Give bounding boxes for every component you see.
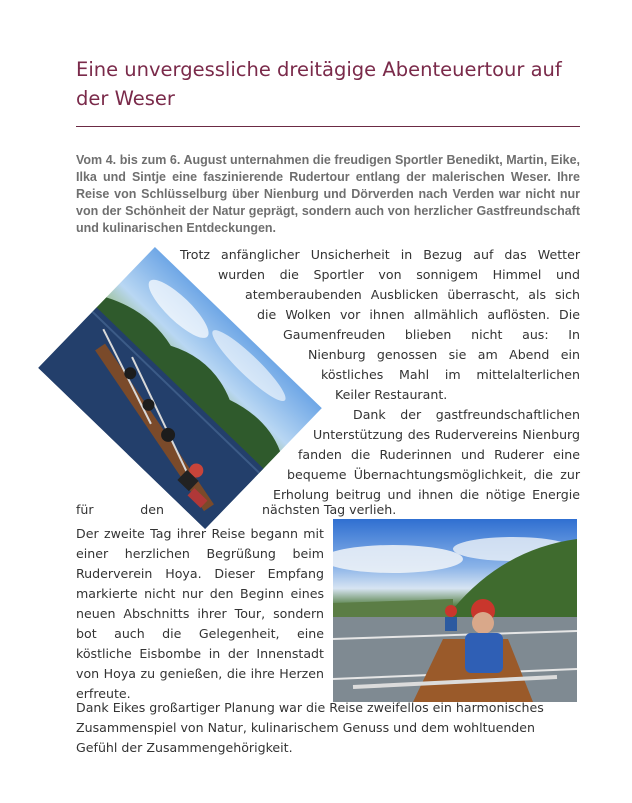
paragraph-1-line: Gaumenfreuden blieben nicht aus: In <box>283 327 580 342</box>
paragraph-2-line: Erholung beitrug und ihnen die nötige Energie <box>273 487 580 502</box>
paragraph-1-line: köstliches Mahl im mittelalterlichen <box>321 367 580 382</box>
paragraph-2-line: nächsten Tag verlieh. <box>262 502 397 517</box>
paragraph-2-line: für den <box>76 502 164 517</box>
paragraph-4: Dank Eikes großartiger Planung war die Reise zweifellos ein harmonisches Zusammenspiel von Natur, kulinarischem Genuss und dem wohltuenden Gefühl der Zusammengehörigkeit. <box>76 700 544 755</box>
rowing-boat-photo-2 <box>333 519 577 702</box>
paragraph-1-line: Nienburg genossen sie am Abend ein <box>308 347 580 362</box>
paragraph-2-line: Unterstützung des Rudervereins Nienburg <box>313 427 580 442</box>
paragraph-3: Der zweite Tag ihrer Reise begann mit einer herzlichen Begrüßung beim Ruderverein Hoya. Dieser Empfang markierte nicht nur den Beginn eines neuen Abschnitts ihrer Tour, sondern bot auch die Gelegenheit, eine köstliche Eisbombe in der Innenstadt von Hoya zu genießen, die ihre Herzen erfreute. <box>76 526 324 701</box>
paragraph-1-line: wurden die Sportler von sonnigem Himmel und <box>218 267 580 282</box>
paragraph-1-line: atemberaubenden Ausblicken überrascht, als sich <box>245 287 580 302</box>
article-title: Eine unvergessliche dreitägige Abenteuertour auf der Weser <box>76 58 562 110</box>
paragraph-1-line: Keiler Restaurant. <box>335 387 448 402</box>
paragraph-2-line: Dank der gastfreundschaftlichen <box>353 407 580 422</box>
title-divider <box>76 126 580 127</box>
paragraph-1-line: Trotz anfänglicher Unsicherheit in Bezug auf das Wetter <box>180 247 580 262</box>
paragraph-1-line: die Wolken vor ihnen allmählich auflösten. Die <box>257 307 580 322</box>
paragraph-2-line: fanden die Ruderinnen und Ruderer eine <box>298 447 580 462</box>
paragraph-2-line: bequeme Übernachtungsmöglichkeit, die zur <box>287 467 580 482</box>
lead-paragraph: Vom 4. bis zum 6. August unternahmen die freudigen Sportler Benedikt, Martin, Eike, Ilka und Sintje eine faszinierende Rudertour entlang der malerischen Weser. Ihre Reise von Schlüsselburg über Nienburg und Dörverden nach Verden war nicht nur von der Schönheit der Natur geprägt, sondern auch von herzlicher Gastfreundschaft und kulinarischen Entdeckungen. <box>76 153 580 235</box>
